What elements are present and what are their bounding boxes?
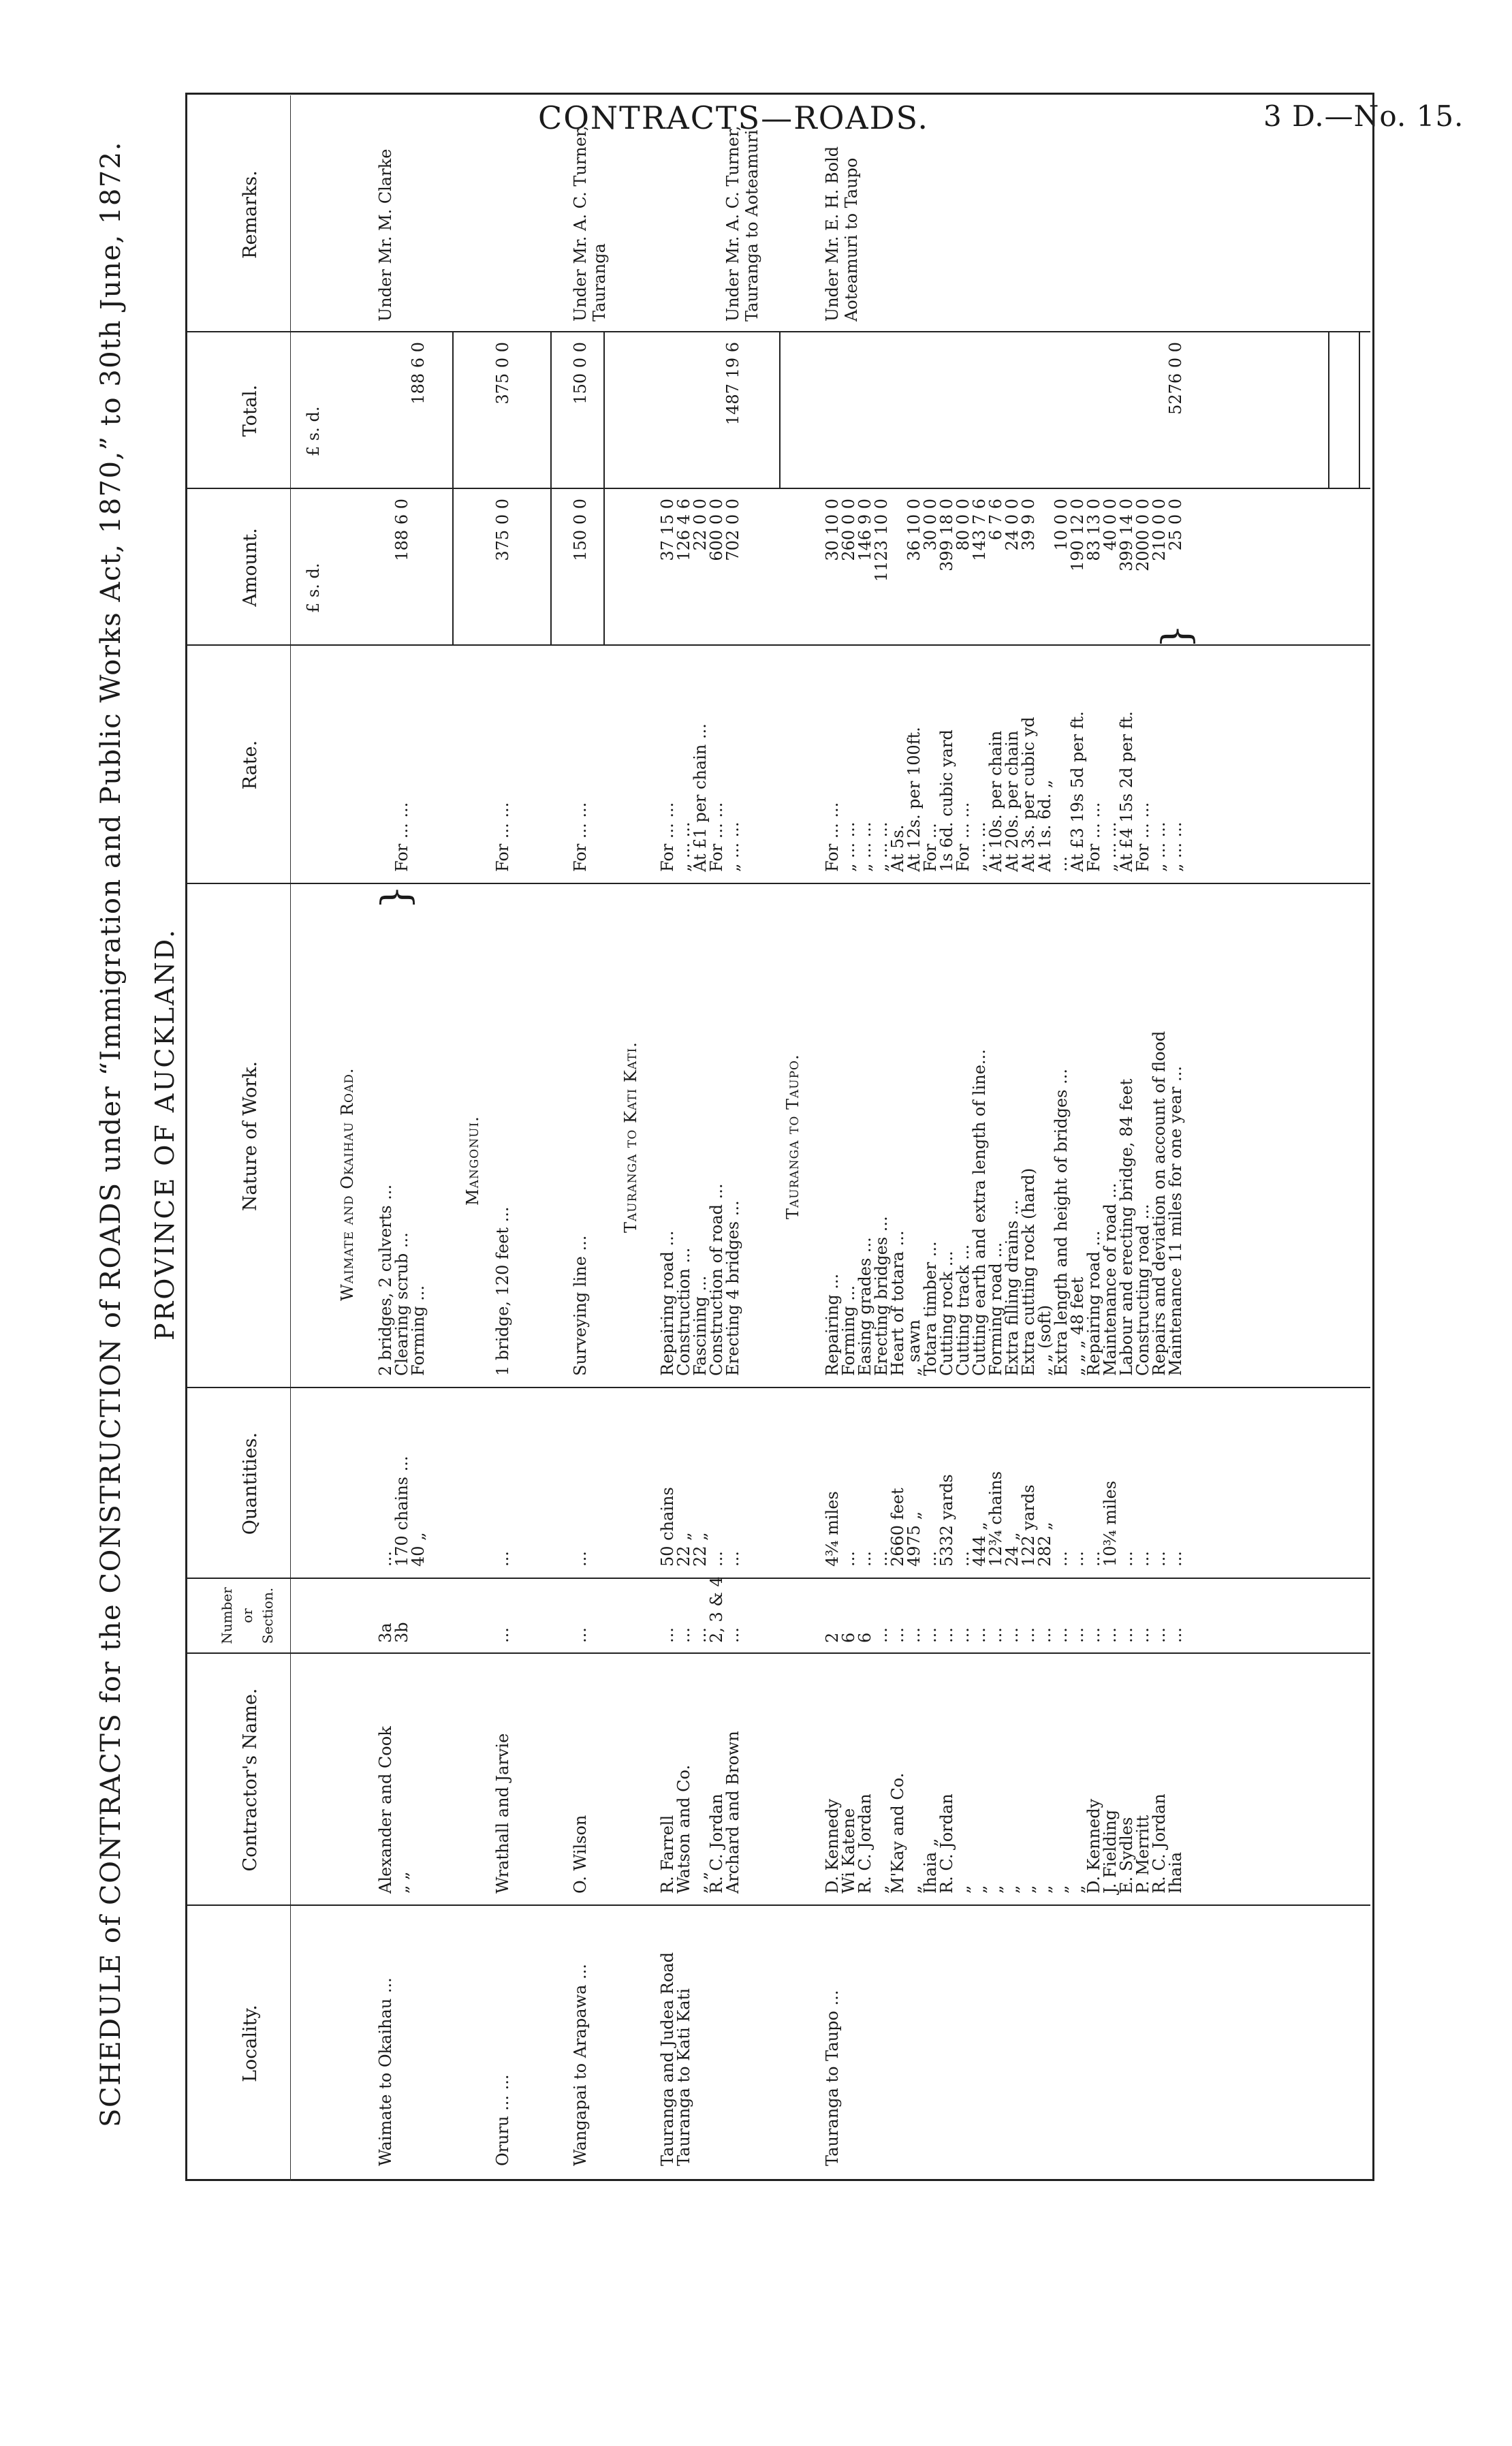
cell-amount: 146 9 0 (855, 499, 875, 561)
cell-work: „ sawn (904, 1319, 924, 1376)
cell-work: Extra length and height of bridges ... (1052, 1069, 1071, 1376)
cell-quantity: 444 „ (970, 1522, 989, 1567)
col-header-nature: Nature of Work. (240, 1061, 261, 1212)
cell-rate: „ ... ... (674, 821, 693, 872)
cell-contractor: „ (970, 1885, 989, 1894)
col-sep (185, 488, 1370, 489)
cell-work: Repairs and deviation on account of flood (1150, 1031, 1169, 1376)
cell-quantity: ... (954, 1551, 973, 1567)
cell-quantity: ... (1166, 1551, 1185, 1567)
cell-contractor: „ (1003, 1885, 1022, 1894)
cell-contractor: „ (872, 1885, 891, 1894)
cell-rate: For ... ... (1084, 802, 1103, 872)
cell-section: ... (674, 1627, 693, 1643)
cell-total: 188 6 0 (409, 342, 428, 405)
col-header-rate: Rate. (240, 740, 261, 790)
cell-amount: 188 6 0 (392, 499, 411, 561)
cell-work: 2 bridges, 2 culverts ... (376, 1184, 395, 1376)
col-header-contractor: Contractor's Name. (240, 1688, 261, 1872)
cell-total: 375 0 0 (493, 342, 512, 405)
cell-section: ... (888, 1627, 907, 1643)
cell-section: ... (1117, 1627, 1136, 1643)
cell-contractor: P. Merritt (1133, 1815, 1152, 1894)
cell-remarks: Under Mr. E. H. Bold Aoteamuri to Taupo (823, 146, 861, 322)
cell-section: ... (1166, 1627, 1185, 1643)
section-heading: Mangonui. (463, 1116, 482, 1206)
cell-contractor: R. C. Jordan (937, 1793, 956, 1894)
cell-work: Erecting bridges ... (872, 1216, 891, 1376)
cell-section: ... (1133, 1627, 1152, 1643)
cell-rate: „ ... ... (1101, 821, 1120, 872)
cell-section: ... (937, 1627, 956, 1643)
cell-contractor: R. C. Jordan (707, 1793, 726, 1894)
cell-contractor: Ihaia „ (921, 1838, 940, 1894)
cell-section: ... (921, 1627, 940, 1643)
cell-amount: 126 4 6 (674, 499, 693, 561)
col-header-remarks: Remarks. (240, 170, 261, 259)
group-rule (1359, 332, 1360, 489)
cell-quantity: ... (1150, 1551, 1169, 1567)
cell-contractor: „ (1035, 1885, 1054, 1894)
cell-work: Cutting earth and extra length of line... (970, 1049, 989, 1376)
group-rule (603, 332, 605, 646)
cell-work: Totara timber ... (921, 1241, 940, 1376)
cell-amount: 260 0 0 (839, 499, 858, 561)
cell-rate: At 1s. 6d. „ (1035, 779, 1054, 872)
cell-rate: For ... (921, 823, 940, 872)
cell-section: ... (904, 1627, 924, 1643)
cell-section: ... (970, 1627, 989, 1643)
cell-quantity: ... (1052, 1551, 1071, 1567)
cell-rate: „ ... ... (839, 821, 858, 872)
cell-quantity: 4¾ miles (823, 1491, 842, 1567)
cell-locality: Oruru ... ... (493, 2074, 512, 2166)
cell-rate: At 12s. per 100ft. (904, 727, 924, 872)
cell-rate: For ... ... (392, 802, 411, 872)
cell-total: 150 0 0 (571, 342, 590, 405)
cell-section: ... (658, 1627, 677, 1643)
cell-work: Maintenance of road ... (1101, 1182, 1120, 1376)
cell-remarks: Under Mr. A. C. Turner, Tauranga (571, 125, 609, 322)
brace-glyph: } (374, 885, 418, 909)
cell-quantity: ... (921, 1551, 940, 1567)
cell-work: Repairing ... (823, 1273, 842, 1376)
col-sep (185, 1904, 1370, 1906)
cell-work: Forming ... (839, 1285, 858, 1376)
group-rule (452, 332, 454, 646)
cell-section: ... (571, 1627, 590, 1643)
cell-work: Maintenance 11 miles for one year ... (1166, 1065, 1185, 1376)
cell-amount: 37 15 0 (658, 499, 677, 561)
cell-work: Cutting track ... (954, 1244, 973, 1376)
province-heading: PROVINCE OF AUCKLAND. (150, 928, 180, 1340)
cell-contractor: „ „ (392, 1871, 411, 1894)
cell-work: Extra cutting rock (hard) (1019, 1167, 1038, 1376)
cell-contractor: Ihaia (1166, 1851, 1185, 1894)
cell-amount: 22 0 0 (691, 499, 710, 551)
cell-rate: For ... ... (823, 802, 842, 872)
cell-amount: 399 14 0 (1117, 499, 1136, 571)
cell-contractor: Wi Katene (839, 1808, 858, 1894)
cell-quantity: 10¾ miles (1101, 1480, 1120, 1567)
cell-contractor: O. Wilson (571, 1815, 590, 1894)
cell-section: ... (954, 1627, 973, 1643)
col-header-amount: Amount. (240, 528, 261, 607)
cell-amount: 6 7 6 (986, 499, 1005, 541)
section-heading: Waimate and Okaihau Road. (338, 1067, 357, 1301)
page-reference: 3 D.—No. 15. (1263, 99, 1464, 133)
cell-quantity: ... (493, 1551, 512, 1567)
cell-locality: Wangapai to Arapawa ... (571, 1964, 590, 2166)
cell-rate: „ ... ... (723, 821, 742, 872)
col-sep (185, 883, 1370, 884)
cell-quantity: ... (872, 1551, 891, 1567)
col-sep (185, 1578, 1370, 1579)
cell-section: ... (723, 1627, 742, 1643)
cell-quantity: 4975 „ (904, 1511, 924, 1567)
cell-work: Construction ... (674, 1247, 693, 1376)
cell-section: 2, 3 & 4 (707, 1576, 726, 1643)
cell-quantity: 2660 feet (888, 1488, 907, 1567)
cell-contractor: „ (1052, 1885, 1071, 1894)
cell-section: 2 (823, 1632, 842, 1643)
cell-rate: „ ... ... (970, 821, 989, 872)
cell-rate: At 3s. per cubic yd (1019, 717, 1038, 872)
col-sep (185, 331, 1370, 332)
cell-rate: For ... ... (1133, 802, 1152, 872)
cell-amount: 10 0 0 (1052, 499, 1071, 551)
cell-section: ... (1084, 1627, 1103, 1643)
group-rule (550, 332, 552, 646)
cell-rate: At £4 15s 2d per ft. (1117, 711, 1136, 872)
section-heading: Tauranga to Kati Kati. (621, 1041, 640, 1233)
cell-rate: At £3 19s 5d per ft. (1068, 711, 1087, 872)
cell-quantity: 22 „ (674, 1532, 693, 1567)
cell-rate: For ... ... (954, 802, 973, 872)
cell-quantity: 122 yards (1019, 1484, 1038, 1567)
cell-amount: 210 0 0 (1150, 499, 1169, 561)
cell-section: 3b (392, 1622, 411, 1643)
cell-section: 6 (839, 1632, 858, 1643)
schedule-title: SCHEDULE of CONTRACTS for the CONSTRUCTION of ROADS under “Immigration and Public Works Act, 1870,” to 30th June, 1872. (95, 141, 127, 2127)
cell-contractor: M'Kay and Co. (888, 1772, 907, 1894)
cell-rate: At 20s. per chain (1003, 730, 1022, 872)
cell-contractor: „ (986, 1885, 1005, 1894)
cell-work: Easing grades ... (855, 1237, 875, 1376)
header-rule (290, 95, 291, 2181)
cell-contractor: Alexander and Cook (376, 1726, 395, 1894)
cell-amount: 24 0 0 (1003, 499, 1022, 551)
cell-section: ... (1019, 1627, 1038, 1643)
cell-quantity: ... (839, 1551, 858, 1567)
cell-rate: For ... ... (571, 802, 590, 872)
cell-amount: 399 18 0 (937, 499, 956, 571)
cell-total: 1487 19 6 (723, 342, 742, 426)
cell-quantity: ... (1117, 1551, 1136, 1567)
cell-contractor: „ (954, 1885, 973, 1894)
cell-rate: „ ... ... (855, 821, 875, 872)
col-header-quantities: Quantities. (240, 1432, 261, 1535)
cell-work: Cutting rock ... (937, 1251, 956, 1376)
group-rule (1328, 332, 1329, 489)
col-sep (185, 1652, 1370, 1654)
cell-amount: 702 0 0 (723, 499, 742, 561)
cell-contractor: Watson and Co. (674, 1764, 693, 1894)
cell-quantity: 50 chains (658, 1487, 677, 1567)
cell-amount: 600 0 0 (707, 499, 726, 561)
cell-locality: Tauranga and Judea Road (658, 1952, 677, 2166)
cell-quantity: 5332 yards (937, 1474, 956, 1567)
cell-contractor: J. Fielding (1101, 1809, 1120, 1894)
cell-contractor: „ (904, 1885, 924, 1894)
cell-work: Extra filling drains ... (1003, 1200, 1022, 1376)
total-currency-header: £ s. d. (304, 406, 323, 456)
brace-glyph: } (1154, 624, 1199, 648)
cell-quantity: 24 „ (1003, 1532, 1022, 1567)
cell-amount: 36 10 0 (904, 499, 924, 561)
cell-section: ... (872, 1627, 891, 1643)
cell-work: Forming ... (409, 1285, 428, 1376)
cell-quantity: 40 „ (409, 1532, 428, 1567)
cell-amount: 375 0 0 (493, 499, 512, 561)
cell-section: ... (1068, 1627, 1087, 1643)
cell-quantity: ... (1068, 1551, 1087, 1567)
cell-rate: At £1 per chain ... (691, 723, 710, 872)
cell-quantity: ... (855, 1551, 875, 1567)
cell-remarks: Under Mr. A. C. Turner, Tauranga to Aoteamuri (723, 125, 761, 322)
cell-remarks: Under Mr. M. Clarke (376, 148, 395, 322)
cell-work: Heart of totara ... (888, 1230, 907, 1376)
cell-section: ... (1150, 1627, 1169, 1643)
cell-work: Erecting 4 bridges ... (723, 1200, 742, 1376)
cell-work: Constructing road ... (1133, 1204, 1152, 1376)
cell-quantity: ... (1084, 1551, 1103, 1567)
cell-contractor: R. C. Jordan (1150, 1793, 1169, 1894)
cell-amount: 80 0 0 (954, 499, 973, 551)
cell-contractor: R. Farrell (658, 1815, 677, 1894)
cell-quantity: 12¾ chains (986, 1471, 1005, 1567)
cell-amount: 150 0 0 (571, 499, 590, 561)
cell-rate: At 5s. (888, 824, 907, 872)
cell-section: ... (1003, 1627, 1022, 1643)
cell-section: ... (1052, 1627, 1071, 1643)
section-heading: Tauranga to Taupo. (783, 1054, 802, 1219)
cell-rate: ... (1052, 856, 1071, 872)
cell-rate: „ ... ... (872, 821, 891, 872)
col-header-total: Total. (240, 384, 261, 437)
cell-contractor: Wrathall and Jarvie (493, 1733, 512, 1894)
cell-quantity: 282 „ (1035, 1522, 1054, 1567)
cell-quantity: ... (723, 1551, 742, 1567)
cell-amount: 83 13 0 (1084, 499, 1103, 561)
cell-quantity: 170 chains ... (392, 1456, 411, 1567)
cell-amount: 2000 0 0 (1133, 499, 1152, 571)
amount-currency-header: £ s. d. (304, 563, 323, 613)
cell-rate: „ ... ... (1150, 821, 1169, 872)
cell-amount: 30 0 0 (921, 499, 940, 551)
cell-locality: Waimate to Okaihau ... (376, 1977, 395, 2166)
cell-section: ... (1101, 1627, 1120, 1643)
cell-contractor: D. Kennedy (1084, 1798, 1103, 1894)
cell-locality: Tauranga to Kati Kati (674, 1988, 693, 2166)
cell-amount: 190 12 0 (1068, 499, 1087, 571)
cell-contractor: „ (1068, 1885, 1087, 1894)
cell-amount: 39 9 0 (1019, 499, 1038, 551)
cell-work: Clearing scrub ... (392, 1232, 411, 1376)
cell-amount: 1123 10 0 (872, 499, 891, 582)
cell-work: „ „ „ 48 feet (1068, 1276, 1087, 1376)
cell-quantity: 22 „ (691, 1532, 710, 1567)
cell-section: ... (1035, 1627, 1054, 1643)
running-title: CONTRACTS—ROADS. (538, 99, 930, 136)
cell-contractor: „ „ (691, 1871, 710, 1894)
cell-section: ... (986, 1627, 1005, 1643)
cell-work: Forming road ... (986, 1242, 1005, 1376)
cell-quantity: ... (376, 1551, 395, 1567)
cell-contractor: E. Sydles (1117, 1817, 1136, 1894)
cell-rate: 1s 6d. cubic yard (937, 730, 956, 872)
cell-amount: 30 10 0 (823, 499, 842, 561)
cell-rate: For ... ... (493, 802, 512, 872)
cell-work: Fascining ... (691, 1275, 710, 1376)
cell-contractor: Archard and Brown (723, 1731, 742, 1894)
cell-quantity: ... (571, 1551, 590, 1567)
cell-amount: 40 0 0 (1101, 499, 1120, 551)
cell-contractor: D. Kennedy (823, 1798, 842, 1894)
cell-amount: 143 7 6 (970, 499, 989, 561)
cell-rate: „ ... ... (1166, 821, 1185, 872)
cell-quantity: ... (1133, 1551, 1152, 1567)
cell-contractor: „ (1019, 1885, 1038, 1894)
cell-work: Surveying line ... (571, 1235, 590, 1376)
cell-total: 5276 0 0 (1166, 342, 1185, 415)
cell-quantity: ... (707, 1551, 726, 1567)
cell-section: ... (493, 1627, 512, 1643)
cell-work: Repairing road ... (1084, 1230, 1103, 1376)
cell-work: Repairing road ... (658, 1230, 677, 1376)
cell-work: Labour and erecting bridge, 84 feet (1117, 1078, 1136, 1376)
cell-work: „ „ (soft) (1035, 1304, 1054, 1376)
cell-rate: For ... ... (658, 802, 677, 872)
col-header-locality: Locality. (240, 2005, 261, 2082)
cell-section: 6 (855, 1632, 875, 1643)
cell-work: Construction of road ... (707, 1183, 726, 1376)
cell-section: 3a (376, 1622, 395, 1643)
col-sep (185, 1387, 1370, 1388)
group-rule (779, 332, 781, 489)
cell-contractor: R. C. Jordan (855, 1793, 875, 1894)
cell-section: ... (691, 1627, 710, 1643)
cell-rate: For ... ... (707, 802, 726, 872)
cell-amount: 25 0 0 (1166, 499, 1185, 551)
cell-locality: Tauranga to Taupo ... (823, 1990, 842, 2166)
cell-rate: At 10s. per chain (986, 730, 1005, 872)
cell-work: 1 bridge, 120 feet ... (493, 1206, 512, 1376)
col-header-section: Number or Section. (219, 1587, 276, 1644)
